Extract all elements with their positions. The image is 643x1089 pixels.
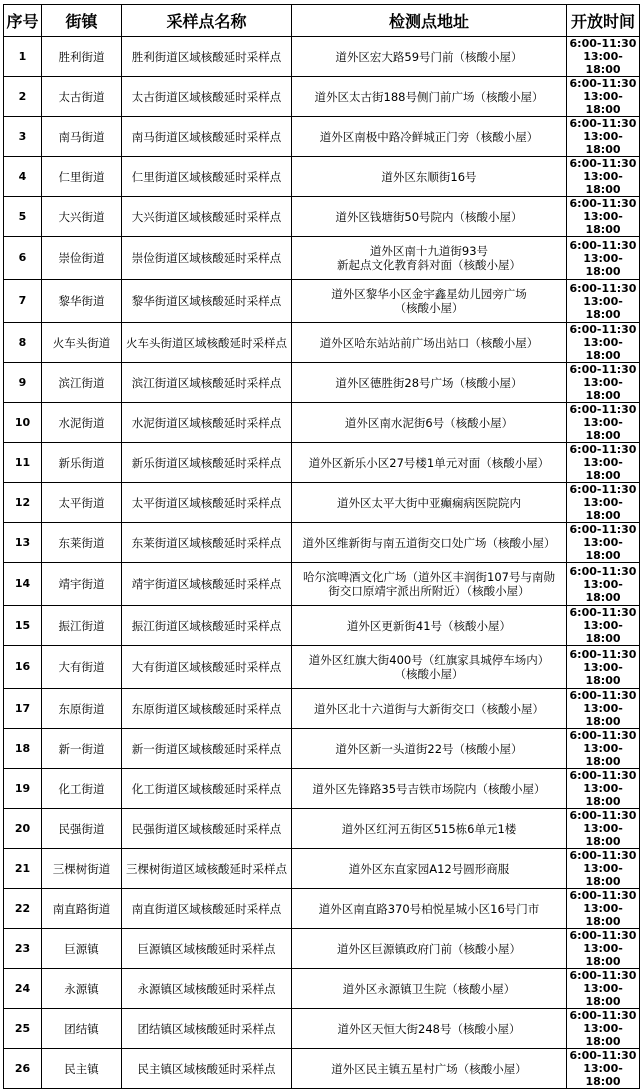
hours-morning: 6:00-11:30	[569, 281, 637, 295]
row-hours	[567, 443, 640, 483]
address-line: 道外区德胜街28号广场（核酸小屋）	[335, 375, 523, 390]
table-body	[4, 37, 640, 1089]
table-row	[4, 929, 640, 969]
table-row	[4, 197, 640, 237]
row-site: 东莱街道区域核酸延时采样点	[122, 523, 292, 563]
hours-morning: 6:00-11:30	[569, 564, 637, 578]
row-address	[292, 689, 567, 729]
row-site: 团结镇区域核酸延时采样点	[122, 1009, 292, 1049]
hours-afternoon: 13:00-18:00	[583, 294, 623, 321]
address-line: 道外区维新街与南五道街交口处广场（核酸小屋）	[302, 535, 556, 550]
row-site: 滨江街道区域核酸延时采样点	[122, 363, 292, 403]
row-hours	[567, 363, 640, 403]
hours-afternoon: 13:00-18:00	[583, 982, 623, 1008]
table-row	[4, 363, 640, 403]
address-line: 新起点文化教育斜对面（核酸小屋）	[337, 258, 521, 272]
address-line: 道外区红河五街区515栋6单元1楼	[341, 821, 517, 836]
row-address	[292, 889, 567, 929]
table-row	[4, 563, 640, 606]
address-line: 街交口原靖宇派出所附近）（核酸小屋）	[328, 584, 530, 598]
address-line: 道外区永源镇卫生院（核酸小屋）	[342, 981, 516, 996]
row-address	[292, 809, 567, 849]
table-row	[4, 483, 640, 523]
row-street: 化工街道	[42, 769, 122, 809]
row-seq: 5	[4, 197, 42, 237]
row-address	[292, 157, 567, 197]
row-address	[292, 969, 567, 1009]
row-address	[292, 237, 567, 280]
header-hours: 开放时间	[567, 5, 640, 37]
row-site: 水泥街道区域核酸延时采样点	[122, 403, 292, 443]
row-site: 太平街道区域核酸延时采样点	[122, 483, 292, 523]
row-seq: 20	[4, 809, 42, 849]
row-street: 团结镇	[42, 1009, 122, 1049]
row-seq: 10	[4, 403, 42, 443]
row-site: 仁里街道区域核酸延时采样点	[122, 157, 292, 197]
hours-morning: 6:00-11:30	[569, 443, 637, 456]
row-hours	[567, 483, 640, 523]
address-line: （核酸小屋）	[394, 301, 464, 315]
row-street: 滨江街道	[42, 363, 122, 403]
row-hours	[567, 403, 640, 443]
row-street: 巨源镇	[42, 929, 122, 969]
row-address	[292, 443, 567, 483]
address-line: 哈尔滨啤酒文化广场（道外区丰润街107号与南勋	[303, 570, 555, 584]
row-hours	[567, 769, 640, 809]
header-street: 街镇	[42, 5, 122, 37]
table-row	[4, 1049, 640, 1089]
row-seq: 19	[4, 769, 42, 809]
row-site: 民主镇区域核酸延时采样点	[122, 1049, 292, 1089]
hours-morning: 6:00-11:30	[569, 889, 637, 902]
hours-afternoon: 13:00-18:00	[583, 902, 623, 928]
address-line: 道外区新一头道街22号（核酸小屋）	[335, 741, 523, 756]
row-address	[292, 483, 567, 523]
row-seq: 13	[4, 523, 42, 563]
row-site: 火车头街道区域核酸延时采样点	[122, 323, 292, 363]
hours-afternoon: 13:00-18:00	[583, 1022, 623, 1048]
address-line: 道外区先锋路35号吉铁市场院内（核酸小屋）	[312, 781, 546, 796]
row-address	[292, 363, 567, 403]
table-row	[4, 280, 640, 323]
address-line: 道外区东直家园A12号圆形商服	[348, 861, 510, 876]
table-row	[4, 117, 640, 157]
row-address	[292, 929, 567, 969]
hours-morning: 6:00-11:30	[569, 37, 637, 50]
header-site: 采样点名称	[122, 5, 292, 37]
row-seq: 1	[4, 37, 42, 77]
row-address	[292, 606, 567, 646]
row-hours	[567, 77, 640, 117]
row-seq: 11	[4, 443, 42, 483]
row-site: 靖宇街道区域核酸延时采样点	[122, 563, 292, 606]
row-site: 胜利街道区域核酸延时采样点	[122, 37, 292, 77]
hours-morning: 6:00-11:30	[569, 403, 637, 416]
hours-morning: 6:00-11:30	[569, 849, 637, 862]
hours-morning: 6:00-11:30	[569, 929, 637, 942]
table-row	[4, 77, 640, 117]
hours-afternoon: 13:00-18:00	[583, 496, 623, 522]
hours-morning: 6:00-11:30	[569, 117, 637, 130]
row-street: 东原街道	[42, 689, 122, 729]
row-site: 黎华街道区域核酸延时采样点	[122, 280, 292, 323]
row-hours	[567, 606, 640, 646]
row-street: 火车头街道	[42, 323, 122, 363]
table-row	[4, 237, 640, 280]
address-line: 道外区天恒大街248号（核酸小屋）	[337, 1021, 521, 1036]
address-line: 道外区南十九道街93号	[369, 244, 489, 258]
hours-morning: 6:00-11:30	[569, 197, 637, 210]
address-line: 道外区东顺街16号	[381, 169, 477, 184]
row-address	[292, 37, 567, 77]
row-site: 巨源镇区域核酸延时采样点	[122, 929, 292, 969]
hours-morning: 6:00-11:30	[569, 606, 637, 619]
address-line: 道外区北十六道街与大新街交口（核酸小屋）	[314, 701, 544, 716]
row-hours	[567, 889, 640, 929]
row-street: 民强街道	[42, 809, 122, 849]
table-row	[4, 1009, 640, 1049]
row-site: 崇俭街道区域核酸延时采样点	[122, 237, 292, 280]
row-address	[292, 280, 567, 323]
hours-morning: 6:00-11:30	[569, 809, 637, 822]
hours-morning: 6:00-11:30	[569, 157, 637, 170]
row-seq: 24	[4, 969, 42, 1009]
header-address: 检测点地址	[292, 5, 567, 37]
header-seq: 序号	[4, 5, 42, 37]
row-street: 崇俭街道	[42, 237, 122, 280]
row-street: 南马街道	[42, 117, 122, 157]
row-hours	[567, 646, 640, 689]
hours-afternoon: 13:00-18:00	[583, 782, 623, 808]
table-row	[4, 969, 640, 1009]
table-row	[4, 689, 640, 729]
row-seq: 7	[4, 280, 42, 323]
address-line: 道外区黎华小区金宇鑫星幼儿园旁广场	[331, 287, 527, 301]
table-header-row	[4, 5, 640, 37]
hours-morning: 6:00-11:30	[569, 1009, 637, 1022]
row-address	[292, 1009, 567, 1049]
hours-afternoon: 13:00-18:00	[583, 1062, 623, 1088]
table-row	[4, 157, 640, 197]
address-line: （核酸小屋）	[394, 667, 464, 681]
address-line: 道外区更新街41号（核酸小屋）	[346, 618, 512, 633]
row-street: 黎华街道	[42, 280, 122, 323]
row-seq: 9	[4, 363, 42, 403]
row-site: 永源镇区域核酸延时采样点	[122, 969, 292, 1009]
row-hours	[567, 237, 640, 280]
row-site: 大兴街道区域核酸延时采样点	[122, 197, 292, 237]
row-street: 振江街道	[42, 606, 122, 646]
row-seq: 23	[4, 929, 42, 969]
row-street: 靖宇街道	[42, 563, 122, 606]
row-hours	[567, 280, 640, 323]
row-site: 南直街道区域核酸延时采样点	[122, 889, 292, 929]
hours-afternoon: 13:00-18:00	[583, 577, 623, 604]
address-line: 道外区南水泥街6号（核酸小屋）	[344, 415, 514, 430]
hours-morning: 6:00-11:30	[569, 238, 637, 252]
row-street: 太古街道	[42, 77, 122, 117]
row-seq: 6	[4, 237, 42, 280]
row-seq: 14	[4, 563, 42, 606]
row-address	[292, 117, 567, 157]
row-street: 东莱街道	[42, 523, 122, 563]
hours-afternoon: 13:00-18:00	[583, 862, 623, 888]
table-row	[4, 443, 640, 483]
row-street: 新乐街道	[42, 443, 122, 483]
row-site: 新乐街道区域核酸延时采样点	[122, 443, 292, 483]
row-hours	[567, 809, 640, 849]
table-row	[4, 403, 640, 443]
hours-afternoon: 13:00-18:00	[583, 702, 623, 728]
row-street: 大兴街道	[42, 197, 122, 237]
row-seq: 16	[4, 646, 42, 689]
address-line: 道外区新乐小区27号楼1单元对面（核酸小屋）	[308, 455, 550, 470]
hours-afternoon: 13:00-18:00	[583, 130, 623, 156]
hours-morning: 6:00-11:30	[569, 483, 637, 496]
row-street: 仁里街道	[42, 157, 122, 197]
address-line: 道外区钱塘街50号院内（核酸小屋）	[335, 209, 523, 224]
hours-afternoon: 13:00-18:00	[583, 50, 623, 76]
address-line: 道外区哈东站站前广场出站口（核酸小屋）	[319, 335, 539, 350]
address-line: 道外区南直路370号柏悦星城小区16号门市	[318, 901, 540, 916]
row-address	[292, 646, 567, 689]
row-site: 东原街道区域核酸延时采样点	[122, 689, 292, 729]
row-address	[292, 403, 567, 443]
row-street: 新一街道	[42, 729, 122, 769]
address-line: 道外区宏大路59号门前（核酸小屋）	[335, 49, 523, 64]
row-site: 化工街道区域核酸延时采样点	[122, 769, 292, 809]
address-line: 道外区南极中路冷鲜城正门旁（核酸小屋）	[319, 129, 539, 144]
row-hours	[567, 157, 640, 197]
table-row	[4, 769, 640, 809]
hours-afternoon: 13:00-18:00	[583, 336, 623, 362]
row-hours	[567, 523, 640, 563]
row-seq: 22	[4, 889, 42, 929]
row-address	[292, 323, 567, 363]
hours-afternoon: 13:00-18:00	[583, 251, 623, 278]
row-address	[292, 563, 567, 606]
row-site: 三棵树街道区域核酸延时采样点	[122, 849, 292, 889]
row-seq: 18	[4, 729, 42, 769]
hours-morning: 6:00-11:30	[569, 969, 637, 982]
row-hours	[567, 197, 640, 237]
row-seq: 21	[4, 849, 42, 889]
address-line: 道外区太古街188号侧门前广场（核酸小屋）	[314, 89, 544, 104]
row-street: 大有街道	[42, 646, 122, 689]
row-site: 振江街道区域核酸延时采样点	[122, 606, 292, 646]
table-row	[4, 323, 640, 363]
row-address	[292, 729, 567, 769]
table-row	[4, 889, 640, 929]
row-hours	[567, 689, 640, 729]
hours-afternoon: 13:00-18:00	[583, 416, 623, 442]
row-street: 民主镇	[42, 1049, 122, 1089]
hours-morning: 6:00-11:30	[569, 363, 637, 376]
sampling-points-table	[3, 4, 640, 1089]
address-line: 道外区民主镇五星村广场（核酸小屋）	[331, 1061, 527, 1076]
hours-afternoon: 13:00-18:00	[583, 942, 623, 968]
row-address	[292, 77, 567, 117]
row-seq: 17	[4, 689, 42, 729]
row-hours	[567, 729, 640, 769]
hours-afternoon: 13:00-18:00	[583, 536, 623, 562]
row-site: 南马街道区域核酸延时采样点	[122, 117, 292, 157]
hours-morning: 6:00-11:30	[569, 689, 637, 702]
row-site: 民强街道区域核酸延时采样点	[122, 809, 292, 849]
address-line: 道外区红旗大街400号（红旗家具城停车场内）	[308, 653, 550, 667]
row-street: 永源镇	[42, 969, 122, 1009]
hours-morning: 6:00-11:30	[569, 523, 637, 536]
row-address	[292, 523, 567, 563]
row-street: 胜利街道	[42, 37, 122, 77]
row-site: 新一街道区域核酸延时采样点	[122, 729, 292, 769]
row-hours	[567, 969, 640, 1009]
row-seq: 26	[4, 1049, 42, 1089]
row-site: 太古街道区域核酸延时采样点	[122, 77, 292, 117]
row-site: 大有街道区域核酸延时采样点	[122, 646, 292, 689]
row-street: 太平街道	[42, 483, 122, 523]
hours-afternoon: 13:00-18:00	[583, 660, 623, 687]
row-street: 三棵树街道	[42, 849, 122, 889]
row-address	[292, 197, 567, 237]
row-seq: 4	[4, 157, 42, 197]
hours-morning: 6:00-11:30	[569, 1049, 637, 1062]
table-row	[4, 523, 640, 563]
hours-afternoon: 13:00-18:00	[583, 456, 623, 482]
hours-morning: 6:00-11:30	[569, 323, 637, 336]
row-seq: 15	[4, 606, 42, 646]
row-address	[292, 769, 567, 809]
hours-afternoon: 13:00-18:00	[583, 210, 623, 236]
row-address	[292, 1049, 567, 1089]
row-hours	[567, 117, 640, 157]
row-hours	[567, 37, 640, 77]
row-street: 南直路街道	[42, 889, 122, 929]
hours-morning: 6:00-11:30	[569, 769, 637, 782]
row-hours	[567, 1009, 640, 1049]
hours-morning: 6:00-11:30	[569, 77, 637, 90]
address-line: 道外区巨源镇政府门前（核酸小屋）	[337, 941, 521, 956]
hours-afternoon: 13:00-18:00	[583, 742, 623, 768]
hours-afternoon: 13:00-18:00	[583, 619, 623, 645]
table-row	[4, 606, 640, 646]
row-hours	[567, 849, 640, 889]
table-row	[4, 729, 640, 769]
hours-morning: 6:00-11:30	[569, 729, 637, 742]
row-seq: 3	[4, 117, 42, 157]
row-hours	[567, 929, 640, 969]
hours-afternoon: 13:00-18:00	[583, 90, 623, 116]
row-hours	[567, 563, 640, 606]
row-seq: 8	[4, 323, 42, 363]
hours-afternoon: 13:00-18:00	[583, 822, 623, 848]
address-line: 道外区太平大街中亚癫痫病医院院内	[337, 495, 521, 510]
row-seq: 25	[4, 1009, 42, 1049]
table-row	[4, 37, 640, 77]
row-seq: 2	[4, 77, 42, 117]
table-row	[4, 646, 640, 689]
row-address	[292, 849, 567, 889]
row-seq: 12	[4, 483, 42, 523]
row-hours	[567, 1049, 640, 1089]
row-hours	[567, 323, 640, 363]
hours-afternoon: 13:00-18:00	[583, 170, 623, 196]
row-street: 水泥街道	[42, 403, 122, 443]
hours-morning: 6:00-11:30	[569, 647, 637, 661]
hours-afternoon: 13:00-18:00	[583, 376, 623, 402]
table-row	[4, 849, 640, 889]
table-row	[4, 809, 640, 849]
